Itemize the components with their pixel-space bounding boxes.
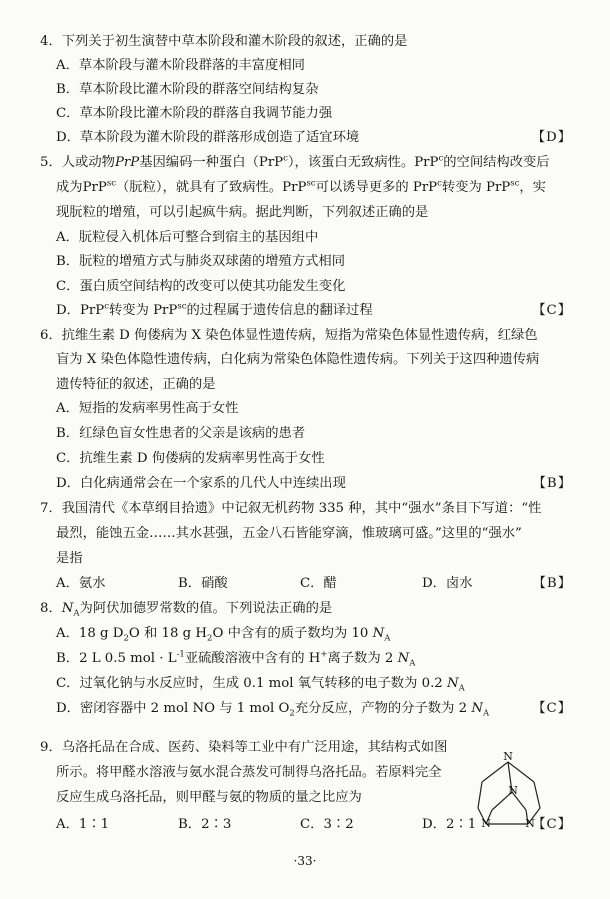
q7-option-d: D．卤水 [422, 576, 473, 591]
q6-answer: 【B】 [532, 476, 572, 491]
q5-line-2: 成为PrP$^{sc}$（朊粒），就具有了致病性。PrP$^{sc}$可以诱导更多的 PrP$^c$转变为 PrP$^{sc}$，实 [56, 178, 546, 195]
q5-option-b: B．朊粒的增殖方式与肺炎双球菌的增殖方式相同 [56, 254, 346, 269]
q8-stem: 8．$N_A$为阿伏加德罗常数的值。下列说法正确的是 [40, 601, 333, 619]
q9-answer: 【C】 [532, 817, 572, 832]
q5-option-d: D．PrP$^c$转变为 PrP$^{sc}$的过程属于遗传信息的翻译过程 【C】 [0, 299, 610, 323]
q7-option-a: A．氨水 [56, 576, 106, 591]
q5-line-3: 现朊粒的增殖，可以引起疯牛病。据此判断，下列叙述正确的是 [56, 205, 429, 220]
structure-atom-n-right: N [525, 817, 535, 830]
q4-answer: 【D】 [531, 130, 572, 145]
q9-option-d: D．2∶1 [422, 817, 477, 832]
q4-option-d: D．草本阶段为灌木阶段的群落形成创造了适宜环境 【D】 [0, 126, 610, 150]
q9-line-3: 反应生成乌洛托品，则甲醛与氨的物质的量之比应为 [56, 790, 362, 805]
q8-option-c: C．过氧化钠与水反应时，生成 0.1 mol 氧气转移的电子数为 0.2 $N_A$ [56, 676, 465, 694]
structure-atom-n-left: N [481, 817, 491, 830]
q7-answer: 【B】 [532, 576, 572, 591]
q5-option-c: C．蛋白质空间结构的改变可以使其功能发生变化 [56, 279, 346, 294]
q7-option-c: C．醋 [300, 576, 337, 591]
q6-line-2: 盲为 X 染色体隐性遗传病，白化病为常染色体隐性遗传病。下列关于这四种遗传病 [56, 352, 540, 367]
q9-line-1: 9．乌洛托品在合成、医药、染料等工业中有广泛用途，其结构式如图 [40, 740, 448, 755]
q7-option-b: B．硝酸 [178, 576, 228, 591]
q6-line-1: 6．抗维生素 D 佝偻病为 X 染色体显性遗传病，短指为常染色体显性遗传病，红绿色 [40, 328, 538, 343]
q9-line-2: 所示。将甲醛水溶液与氨水混合蒸发可制得乌洛托品。若原料完全 [56, 765, 442, 780]
q7-line-2: 最烈，能蚀五金……其水甚强，五金八石皆能穿滴，惟玻璃可盛。”这里的“强水” [56, 526, 522, 541]
q8-option-a: A．18 g $D_2O$ 和 18 g $H_2O$ 中含有的质子数均为 10 $N_A$ [56, 626, 391, 644]
q5-line-1: 5．人或动物PrP基因编码一种蛋白（PrP$^c$），该蛋白无致病性。PrP$^c$的空间结构改变后 [40, 153, 550, 170]
q7-line-3: 是指 [56, 551, 83, 566]
q5-answer: 【C】 [532, 303, 572, 318]
q8-option-b: B．2 L 0.5 mol · $L^{-1}$亚硫酸溶液中含有的 H+离子数为 2 $N_A$ [56, 649, 416, 669]
q9-option-c: C．3∶2 [300, 817, 354, 832]
q4-stem: 4．下列关于初生演替中草本阶段和灌木阶段的叙述，正确的是 [40, 34, 408, 49]
page-number: ·33· [293, 854, 317, 868]
structure-atom-n-center: N [508, 784, 518, 797]
q8-option-d: D．密闭容器中 2 mol NO 与 1 mol $O_2$充分反应，产物的分子数为 2 $N_A$ 【C】 [0, 697, 610, 721]
q7-options [0, 572, 610, 596]
q6-option-b: B．红绿色盲女性患者的父亲是该病的患者 [56, 426, 306, 441]
q7-line-1: 7．我国清代《本草纲目拾遗》中记叙无机药物 335 种，其中“强水”条目下写道：“性 [40, 501, 542, 516]
q4-option-a: A．草本阶段与灌木阶段群落的丰富度相同 [56, 58, 305, 73]
q4-option-c: C．草本阶段比灌木阶段的群落自我调节能力强 [56, 106, 333, 121]
urotropine-structure-diagram [464, 748, 554, 834]
structure-atom-n-top: N [503, 750, 513, 763]
q6-option-c: C．抗维生素 D 佝偻病的发病率男性高于女性 [56, 451, 325, 466]
q6-option-d: D．白化病通常会在一个家系的几代人中连续出现 【B】 [0, 472, 610, 496]
q8-answer: 【C】 [532, 701, 572, 716]
q6-line-3: 遗传特征的叙述，正确的是 [56, 377, 216, 392]
q9-option-b: B．2∶3 [178, 817, 232, 832]
q6-option-a: A．短指的发病率男性高于女性 [56, 401, 239, 416]
q9-option-a: A．1∶1 [56, 817, 110, 832]
q5-option-a: A．朊粒侵入机体后可整合到宿主的基因组中 [56, 230, 319, 245]
q4-option-b: B．草本阶段比灌木阶段的群落空间结构复杂 [56, 82, 319, 97]
